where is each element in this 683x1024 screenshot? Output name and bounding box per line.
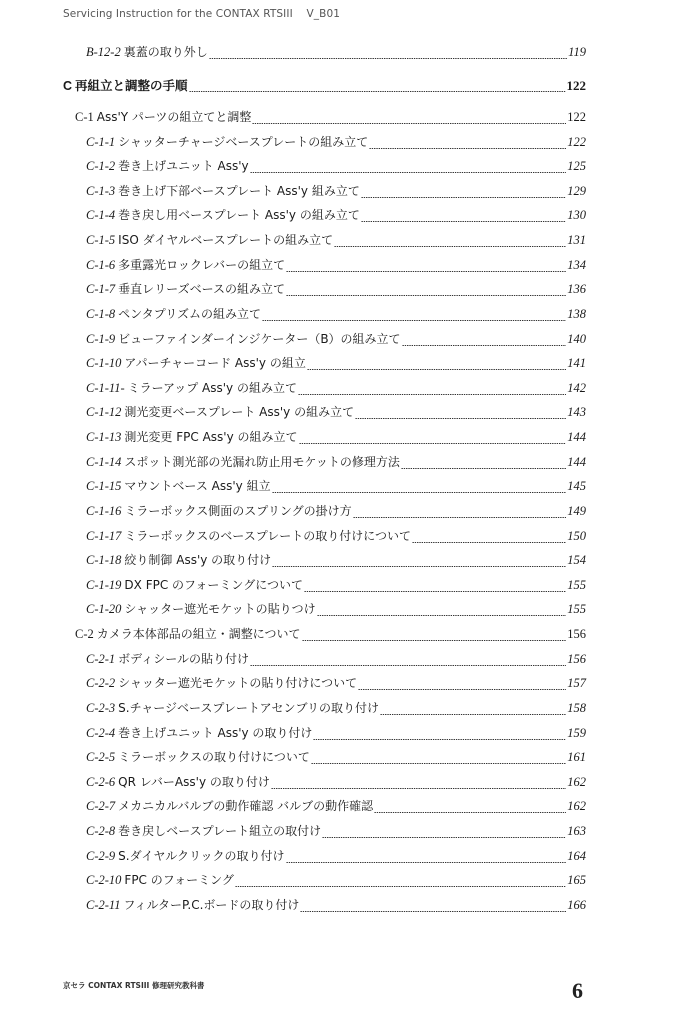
dot-leader	[272, 566, 566, 567]
toc-entry-number: C-1-14	[86, 455, 122, 469]
toc-entry-number: C-1-17	[86, 529, 122, 543]
dot-leader	[361, 197, 566, 198]
toc-entry-number: C-1-19	[86, 578, 122, 592]
toc-entry-page: 119	[568, 45, 586, 59]
running-header: Servicing Instruction for the CONTAX RTSIII V_B01	[63, 8, 341, 20]
dot-leader	[209, 58, 567, 59]
dot-leader	[235, 886, 566, 887]
toc-entry-number: C-2-7	[86, 799, 116, 813]
toc-entry[interactable]	[86, 527, 586, 547]
toc-entry-number: C-1	[75, 110, 94, 124]
toc-entry-title: 多重露光ロックレバーの組立て	[118, 258, 286, 272]
dot-leader	[304, 591, 566, 592]
toc-entry[interactable]	[63, 76, 586, 96]
toc-entry[interactable]	[86, 699, 586, 719]
toc-entry[interactable]	[86, 330, 586, 350]
toc-entry-title: 巻き戻しベースプレート組立の取付け	[118, 824, 322, 838]
toc-entry-number: C	[63, 79, 73, 93]
toc-entry-title: カメラ本体部品の組立・調整について	[96, 627, 301, 641]
toc-entry[interactable]	[86, 354, 586, 374]
toc-entry-page: 162	[567, 775, 586, 789]
toc-entry-title: ミラーアップ Ass'y の組み立て	[127, 381, 297, 395]
toc-entry-title: フィルターP.C.ボードの取り付け	[123, 898, 300, 912]
toc-entry-page: 143	[567, 405, 586, 419]
toc-entry-number: C-1-3	[86, 184, 116, 198]
toc-entry-page: 122	[567, 110, 586, 124]
toc-entry-page: 162	[567, 799, 586, 813]
toc-entry[interactable]	[86, 847, 586, 867]
toc-entry[interactable]	[86, 502, 586, 522]
toc-entry[interactable]	[86, 674, 586, 694]
toc-entry-title: ミラーボックスの取り付けについて	[118, 750, 310, 764]
toc-entry-number: C-1-8	[86, 307, 116, 321]
dot-leader	[262, 320, 566, 321]
toc-entry-page: 155	[567, 578, 586, 592]
dot-leader	[412, 542, 566, 543]
dot-leader	[313, 739, 566, 740]
toc-entry-page: 163	[567, 824, 586, 838]
footer-book-title: 京セラ CONTAX RTSIII 修理研究教科書	[63, 981, 205, 990]
toc-entry-title: ビューファインダーインジケーター（B）の組み立て	[118, 332, 401, 346]
toc-entry-page: 144	[567, 455, 586, 469]
toc-entry[interactable]	[75, 108, 586, 128]
dot-leader	[302, 640, 567, 641]
toc-entry-page: 141	[567, 356, 586, 370]
toc-entry[interactable]	[86, 157, 586, 177]
dot-leader	[307, 369, 566, 370]
toc-entry-page: 154	[567, 553, 586, 567]
toc-entry-number: C-1-10	[86, 356, 122, 370]
toc-entry-title: 再組立と調整の手順	[75, 78, 188, 93]
toc-entry[interactable]	[86, 231, 586, 251]
toc-entry-title: ペンタプリズムの組み立て	[118, 307, 261, 321]
dot-leader	[311, 763, 566, 764]
toc-entry-title: 巻き上げユニット Ass'y	[118, 159, 249, 173]
toc-entry-title: 測光変更 FPC Ass'y の組み立て	[124, 430, 298, 444]
toc-entry[interactable]	[86, 773, 586, 793]
toc-entry-number: C-2-4	[86, 726, 116, 740]
dot-leader	[334, 246, 566, 247]
toc-entry[interactable]	[86, 206, 586, 226]
toc-entry-page: 125	[567, 159, 586, 173]
toc-entry-number: B-12-2	[86, 45, 121, 59]
toc-entry-title: メカニカルバルブの動作確認 バルブの動作確認	[118, 799, 374, 813]
toc-entry-page: 149	[567, 504, 586, 518]
dot-leader	[298, 394, 566, 395]
toc-entry-number: C-2-3	[86, 701, 116, 715]
toc-entry-number: C-1-7	[86, 282, 116, 296]
dot-leader	[189, 91, 566, 92]
dot-leader	[252, 123, 566, 124]
dot-leader	[374, 812, 566, 813]
toc-entry-title: マウントベース Ass'y 組立	[124, 479, 271, 493]
dot-leader	[361, 221, 566, 222]
dot-leader	[250, 172, 567, 173]
toc-entry-title: シャッターチャージベースプレートの組み立て	[118, 135, 369, 149]
toc-entry[interactable]	[86, 453, 586, 473]
toc-entry-number: C-1-9	[86, 332, 116, 346]
toc-entry-title: FPC のフォーミング	[124, 873, 234, 887]
toc-entry[interactable]	[86, 182, 586, 202]
toc-entry-number: C-1-11-	[86, 381, 125, 395]
toc-entry-title: 巻き上げユニット Ass'y の取り付け	[118, 726, 313, 740]
toc-entry-page: 131	[567, 233, 586, 247]
toc-entry-page: 155	[567, 602, 586, 616]
toc-entry-number: C-1-12	[86, 405, 122, 419]
toc-entry[interactable]	[86, 797, 586, 817]
toc-entry-number: C-2-9	[86, 849, 116, 863]
toc-entry-title: S.ダイヤルクリックの取り付け	[118, 849, 285, 863]
toc-entry-page: 144	[567, 430, 586, 444]
toc-entry-number: C-2-6	[86, 775, 116, 789]
toc-entry-page: 161	[567, 750, 586, 764]
toc-entry-number: C-2	[75, 627, 94, 641]
toc-entry-title: 巻き上げ下部ベースプレート Ass'y 組み立て	[118, 184, 360, 198]
toc-entry-number: C-2-2	[86, 676, 116, 690]
toc-entry-title: スポット測光部の光漏れ防止用モケットの修理方法	[124, 455, 400, 469]
toc-entry-title: 垂直レリーズベースの組み立て	[118, 282, 285, 296]
toc-entry-page: 138	[567, 307, 586, 321]
toc-entry[interactable]	[86, 871, 586, 891]
toc-entry-page: 156	[567, 627, 586, 641]
toc-entry-title: DX FPC のフォーミングについて	[124, 578, 303, 592]
dot-leader	[401, 468, 566, 469]
toc-entry[interactable]	[86, 551, 586, 571]
toc-entry-title: ミラーボックスのベースプレートの取り付けについて	[124, 529, 411, 543]
toc-entry-page: 129	[567, 184, 586, 198]
toc-entry-title: ISO ダイヤルベースプレートの組み立て	[118, 233, 334, 247]
toc-entry-number: C-2-1	[86, 652, 116, 666]
toc-entry-number: C-2-10	[86, 873, 122, 887]
toc-entry-page: 158	[567, 701, 586, 715]
toc-entry-page: 164	[567, 849, 586, 863]
toc-entry-title: 絞り制御 Ass'y の取り付け	[124, 553, 272, 567]
dot-leader	[286, 295, 566, 296]
dot-leader	[380, 714, 566, 715]
dot-leader	[355, 418, 566, 419]
toc-entry-page: 166	[567, 898, 586, 912]
toc-entry[interactable]	[86, 133, 586, 153]
toc-entry-page: 122	[566, 78, 586, 93]
dot-leader	[402, 345, 567, 346]
toc-entry-title: 巻き戻し用ベースプレート Ass'y の組み立て	[118, 208, 360, 222]
dot-leader	[300, 911, 566, 912]
toc-entry[interactable]	[75, 625, 586, 645]
toc-entry-number: C-1-13	[86, 430, 122, 444]
toc-entry-number: C-1-1	[86, 135, 116, 149]
dot-leader	[272, 492, 567, 493]
toc-entry-number: C-2-11	[86, 898, 121, 912]
toc-entry[interactable]	[86, 896, 586, 916]
toc-entry[interactable]	[86, 403, 586, 423]
toc-entry[interactable]	[86, 305, 586, 325]
toc-entry[interactable]	[86, 477, 586, 497]
toc-entry-number: C-1-4	[86, 208, 116, 222]
dot-leader	[358, 689, 566, 690]
toc-entry[interactable]	[86, 724, 586, 744]
toc-entry[interactable]	[86, 43, 586, 63]
toc-entry-page: 165	[567, 873, 586, 887]
toc-entry-page: 156	[567, 652, 586, 666]
toc-entry[interactable]	[86, 650, 586, 670]
toc-entry-number: C-1-6	[86, 258, 116, 272]
toc-entry-number: C-1-20	[86, 602, 122, 616]
toc-entry[interactable]	[86, 280, 586, 300]
toc-entry-page: 145	[567, 479, 586, 493]
toc-entry-page: 150	[567, 529, 586, 543]
toc-entry-title: 測光変更ベースプレート Ass'y の組み立て	[124, 405, 355, 419]
toc-entry-number: C-2-8	[86, 824, 116, 838]
toc-entry[interactable]	[86, 379, 586, 399]
toc-entry-title: シャッター遮光モケットの貼り付けについて	[118, 676, 358, 690]
dot-leader	[250, 665, 566, 666]
toc-entry-page: 142	[567, 381, 586, 395]
toc-entry[interactable]	[86, 822, 586, 842]
toc-entry[interactable]	[86, 428, 586, 448]
toc-entry-number: C-1-18	[86, 553, 122, 567]
toc-entry-page: 157	[567, 676, 586, 690]
dot-leader	[317, 615, 567, 616]
toc-entry-number: C-1-15	[86, 479, 122, 493]
page-number: 6	[572, 978, 583, 1003]
toc-entry-title: Ass'Y パーツの組立てと調整	[96, 110, 252, 124]
dot-leader	[369, 148, 566, 149]
toc-entry-page: 140	[567, 332, 586, 346]
toc-entry-title: S.チャージベースプレートアセンブリの取り付け	[118, 701, 379, 715]
toc-entry-title: アパーチャーコード Ass'y の組立	[124, 356, 306, 370]
toc-entry-title: ミラーボックス側面のスプリングの掛け方	[124, 504, 352, 518]
toc-entry-page: 122	[567, 135, 586, 149]
toc-entry-title: 裏蓋の取り外し	[123, 45, 208, 59]
toc-entry-page: 159	[567, 726, 586, 740]
toc-entry[interactable]	[86, 576, 586, 596]
toc-entry-title: シャッター遮光モケットの貼りつけ	[124, 602, 316, 616]
toc-entry-number: C-1-2	[86, 159, 116, 173]
toc-entry-page: 134	[567, 258, 586, 272]
dot-leader	[271, 788, 566, 789]
toc-entry[interactable]	[86, 748, 586, 768]
dot-leader	[322, 837, 566, 838]
toc-entry-number: C-1-16	[86, 504, 122, 518]
dot-leader	[299, 443, 567, 444]
dot-leader	[286, 271, 566, 272]
dot-leader	[286, 862, 567, 863]
toc-entry-page: 136	[567, 282, 586, 296]
toc-entry[interactable]	[86, 600, 586, 620]
dot-leader	[353, 517, 567, 518]
toc-entry-number: C-2-5	[86, 750, 116, 764]
toc-entry[interactable]	[86, 256, 586, 276]
toc-entry-page: 130	[567, 208, 586, 222]
toc-entry-number: C-1-5	[86, 233, 116, 247]
toc-entry-title: QR レバーAss'y の取り付け	[118, 775, 270, 789]
toc-entry-title: ボディシールの貼り付け	[118, 652, 249, 666]
